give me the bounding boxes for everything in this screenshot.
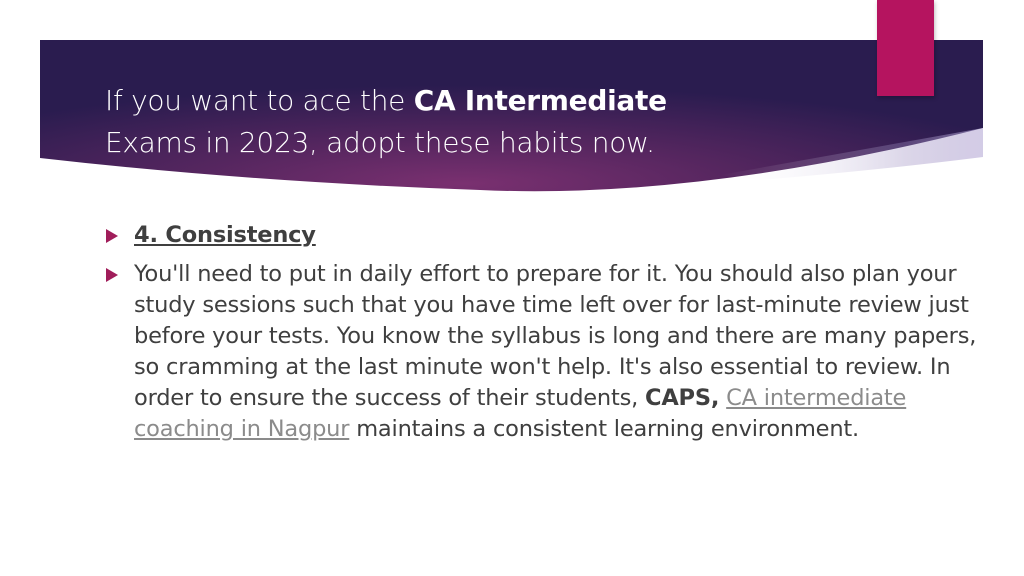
title-line1-prefix: If you want to ace the bbox=[105, 84, 414, 117]
body-text-after: maintains a consistent learning environment. bbox=[349, 416, 859, 442]
coaching-link[interactable]: CA intermediate coaching in Nagpur bbox=[134, 385, 907, 442]
title-line2: Exams in 2023, adopt these habits now. bbox=[105, 126, 655, 159]
heading-consistency: 4. Consistency bbox=[134, 222, 316, 248]
bullet-arrow-icon bbox=[106, 268, 118, 282]
body-text-before: You'll need to put in daily effort to prepare for it. You should also plan your study sessions such that you have time left over for last-minute review just before your tests. You know the syllabus is long and there are many papers, so cramming at the last minute won't help. It's also essential to review. In order to ensure the success of their students, bbox=[134, 261, 977, 411]
bullet-heading bbox=[104, 220, 994, 251]
slide-content bbox=[104, 220, 994, 453]
bullet-arrow-icon bbox=[106, 229, 118, 243]
title-line1-bold: CA Intermediate bbox=[413, 84, 667, 117]
slide-title bbox=[105, 80, 865, 164]
accent-tab bbox=[877, 0, 934, 96]
body-bold-caps: CAPS, bbox=[645, 385, 720, 411]
bullet-body bbox=[104, 259, 994, 445]
